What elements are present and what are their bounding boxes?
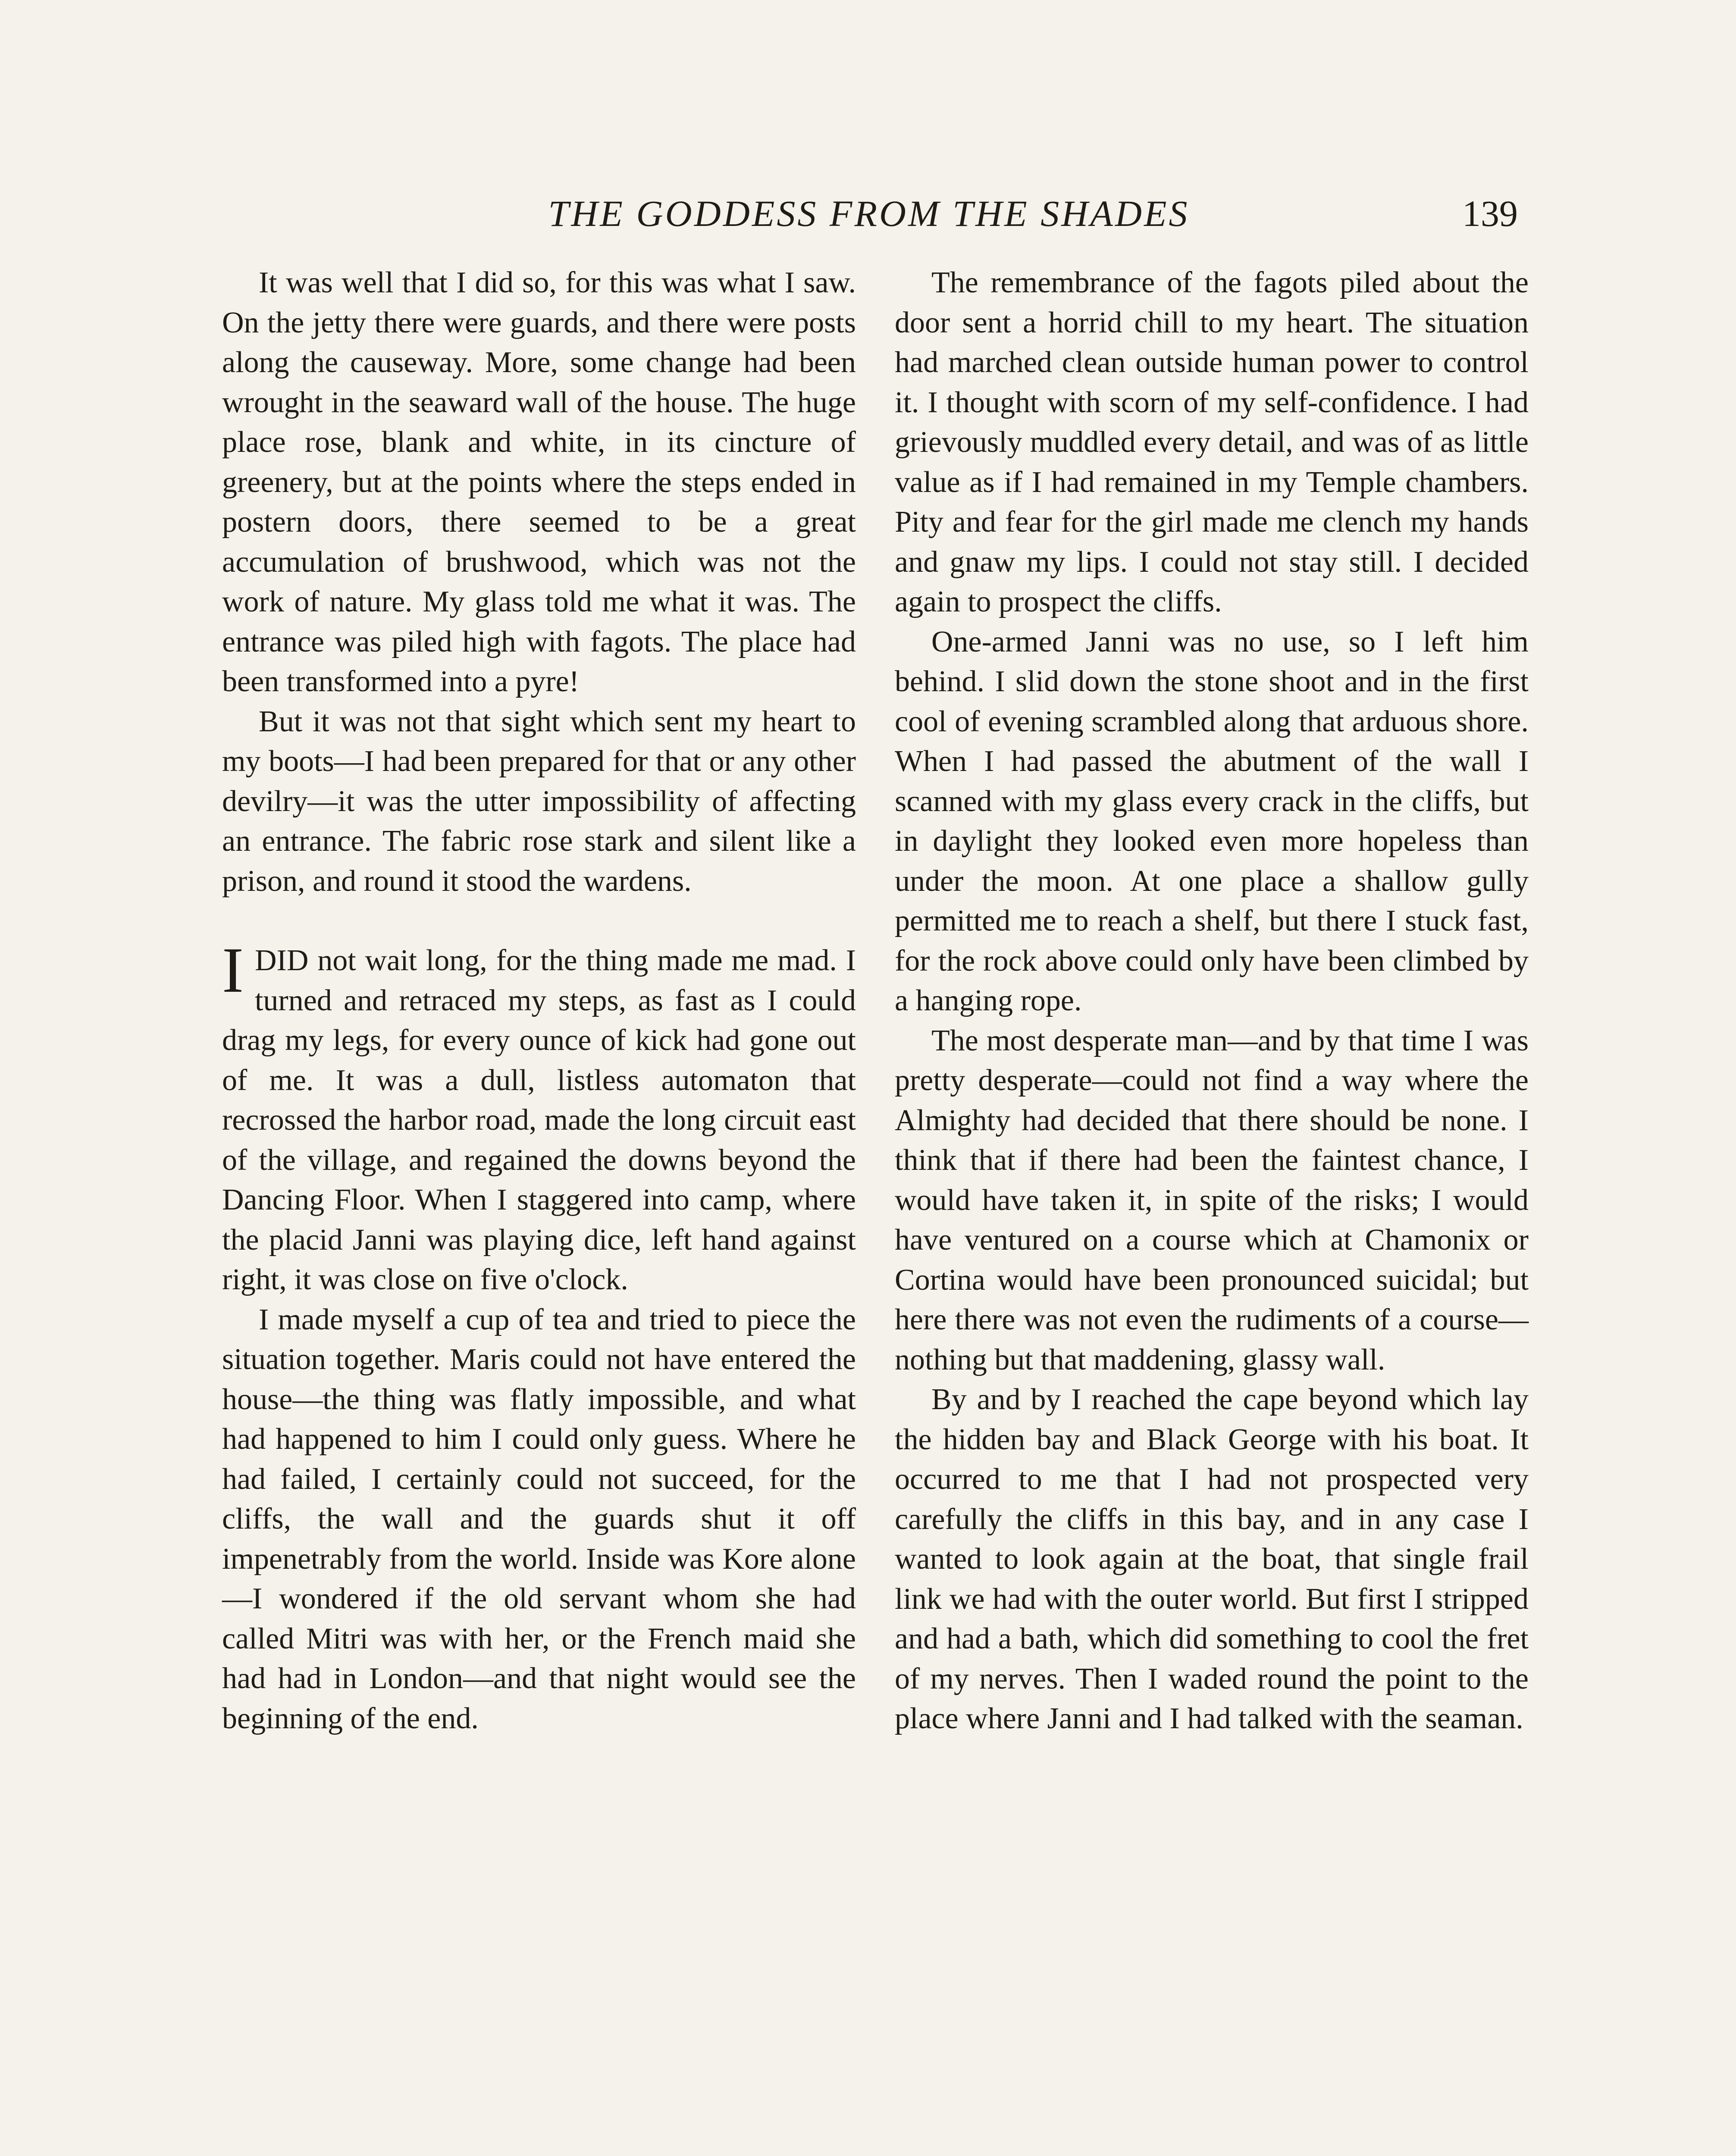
paragraph: The most desperate man—and by that time I was pretty desperate—could not find a way where the Almighty had decided that there should be none. I think that if there had been the faintest chance, I would have taken it, in spite of the risks; I would have ventured on a course which at Chamonix or Cortina would have been pronounced suicidal; but here there was not even the rudiments of a course—nothing but that maddening, glassy wall.: [895, 1024, 1529, 1376]
paragraph-text: DID not wait long, for the thing made me mad. I turned and retraced my steps, as fast as I could drag my legs, for every ounce of kick had gone out of me. It was a dull, listless automaton that recrossed the harbor road, made the long circuit east of the village, and regained the downs beyond the Dancing Floor. When I staggered into camp, where the placid Janni was playing dice, left hand against right, it was close on five o'clock.: [222, 944, 856, 1296]
paragraph: I made myself a cup of tea and tried to piece the situation together. Maris could not have entered the house—the thing was flatly impossible, and what had happened to him I could only guess. Where he had failed, I certainly could not succeed, for the cliffs, the wall and the guards shut it off impenetrably from the world. Inside was Kore alone —I wondered if the old servant whom she had called Mitri was with her, or the French maid she had had in London—and that night would see the beginning of the end.: [222, 1303, 856, 1735]
right-column: [895, 263, 1529, 1739]
section-opening-paragraph: [222, 934, 856, 1300]
page-header: [220, 181, 1518, 246]
drop-cap: I: [222, 934, 244, 1006]
left-column: [222, 263, 856, 1739]
paragraph: By and by I reached the cape beyond which lay the hidden bay and Black George with his boat. It occurred to me that I had not prospected very carefully the cliffs in this bay, and in any case I wanted to look again at the boat, that single frail link we had with the outer world. But first I stripped and had a bath, which did something to cool the fret of my nerves. Then I waded round the point to the place where Janni and I had talked with the seaman.: [895, 1383, 1529, 1735]
paragraph: It was well that I did so, for this was what I saw. On the jetty there were guards, and there were posts along the causeway. More, some change had been wrought in the seaward wall of the house. The huge place rose, blank and white, in its cincture of greenery, but at the points where the steps ended in postern doors, there seemed to be a great accumulation of brushwood, which was not the work of nature. My glass told me what it was. The entrance was piled high with fagots. The place had been transformed into a pyre!: [222, 266, 856, 698]
paragraph: The remembrance of the fagots piled about the door sent a horrid chill to my heart. The situation had marched clean outside human power to control it. I thought with scorn of my self-confidence. I had grievously muddled every detail, and was of as little value as if I had remained in my Temple chambers. Pity and fear for the girl made me clench my hands and gnaw my lips. I could not stay still. I decided again to prospect the cliffs.: [895, 266, 1529, 618]
page-number: 139: [1462, 193, 1518, 234]
running-title: THE GODDESS FROM THE SHADES: [548, 193, 1190, 234]
paragraph: One-armed Janni was no use, so I left him behind. I slid down the stone shoot and in the first cool of evening scrambled along that arduous shore. When I had passed the abutment of the wall I scanned with my glass every crack in the cliffs, but in daylight they looked even more hopeless than under the moon. At one place a shallow gully permitted me to reach a shelf, but there I stuck fast, for the rock above could only have been climbed by a hanging rope.: [895, 625, 1529, 1017]
paragraph: But it was not that sight which sent my heart to my boots—I had been prepared for that or any other devilry—it was the utter impossibility of affecting an entrance. The fabric rose stark and silent like a prison, and round it stood the wardens.: [222, 705, 856, 898]
